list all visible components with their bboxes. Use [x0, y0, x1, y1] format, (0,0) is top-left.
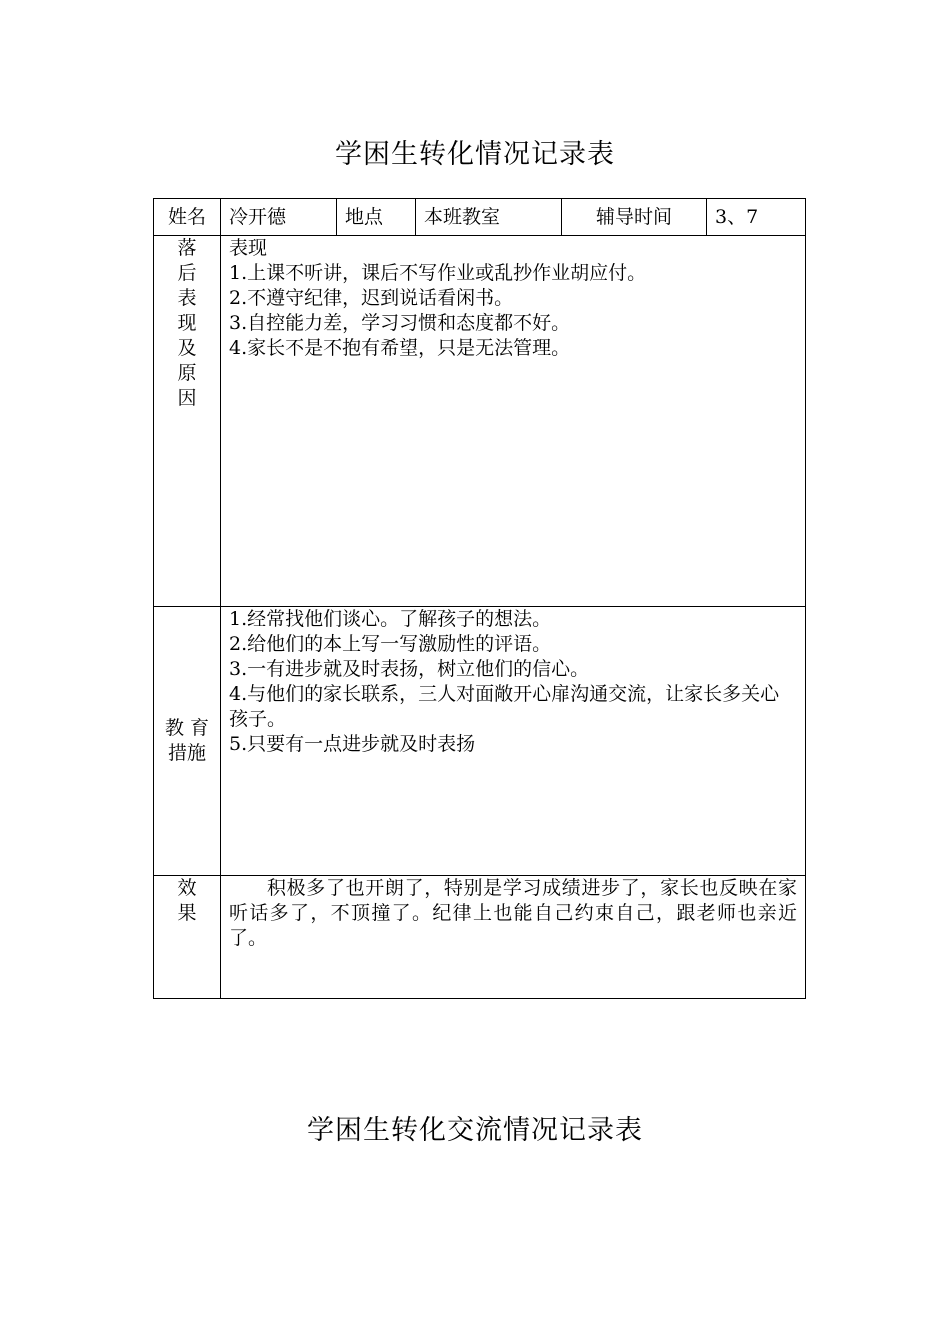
effect-label-line1: 效: [177, 877, 197, 899]
measures-item: 1.经常找他们谈心。了解孩子的想法。: [229, 608, 552, 630]
time-value: 3、7: [707, 199, 806, 236]
performance-heading: 表现: [229, 237, 268, 259]
time-label: 辅导时间: [562, 199, 707, 236]
measures-label-cell: [154, 607, 221, 876]
place-label: 地点: [337, 199, 416, 236]
name-label: 姓名: [154, 199, 221, 236]
measures-item: 4.与他们的家长联系，三人对面敞开心扉沟通交流，让家长多关心孩子。: [229, 683, 780, 730]
next-page-title: 学困生转化交流情况记录表: [307, 1115, 643, 1146]
header-row: [154, 199, 806, 236]
measures-label-line1: 教 育: [164, 717, 210, 739]
effect-text: 积极多了也开朗了，特别是学习成绩进步了，家长也反映在家听话多了，不顶撞了。纪律上也能自己约束自己，跟老师也亲近了。: [229, 877, 797, 949]
performance-label-cell: [154, 236, 221, 607]
measures-item: 3.一有进步就及时表扬，树立他们的信心。: [229, 658, 590, 680]
measures-row: [154, 607, 806, 876]
performance-item: 2.不遵守纪律，迟到说话看闲书。: [229, 287, 514, 309]
measures-content: [221, 607, 806, 876]
performance-item: 3.自控能力差，学习习惯和态度都不好。: [229, 312, 571, 334]
measures-label-line2: 措施: [167, 742, 206, 764]
measures-item: 5.只要有一点进步就及时表扬: [229, 733, 476, 755]
effect-label-cell: [154, 876, 221, 999]
effect-label-line2: 果: [177, 902, 197, 924]
performance-item: 4.家长不是不抱有希望，只是无法管理。: [229, 337, 571, 359]
performance-item: 1.上课不听讲，课后不写作业或乱抄作业胡应付。: [229, 262, 647, 284]
name-value: 冷开德: [221, 199, 337, 236]
place-value: 本班教室: [416, 199, 562, 236]
effect-content: [221, 876, 806, 999]
performance-label: 落后表现及原因: [177, 237, 197, 409]
measures-item: 2.给他们的本上写一写激励性的评语。: [229, 633, 552, 655]
effect-row: [154, 876, 806, 999]
performance-row: [154, 236, 806, 607]
performance-content: [221, 236, 806, 607]
record-table: [153, 198, 806, 999]
page-title: 学困生转化情况记录表: [335, 139, 615, 170]
